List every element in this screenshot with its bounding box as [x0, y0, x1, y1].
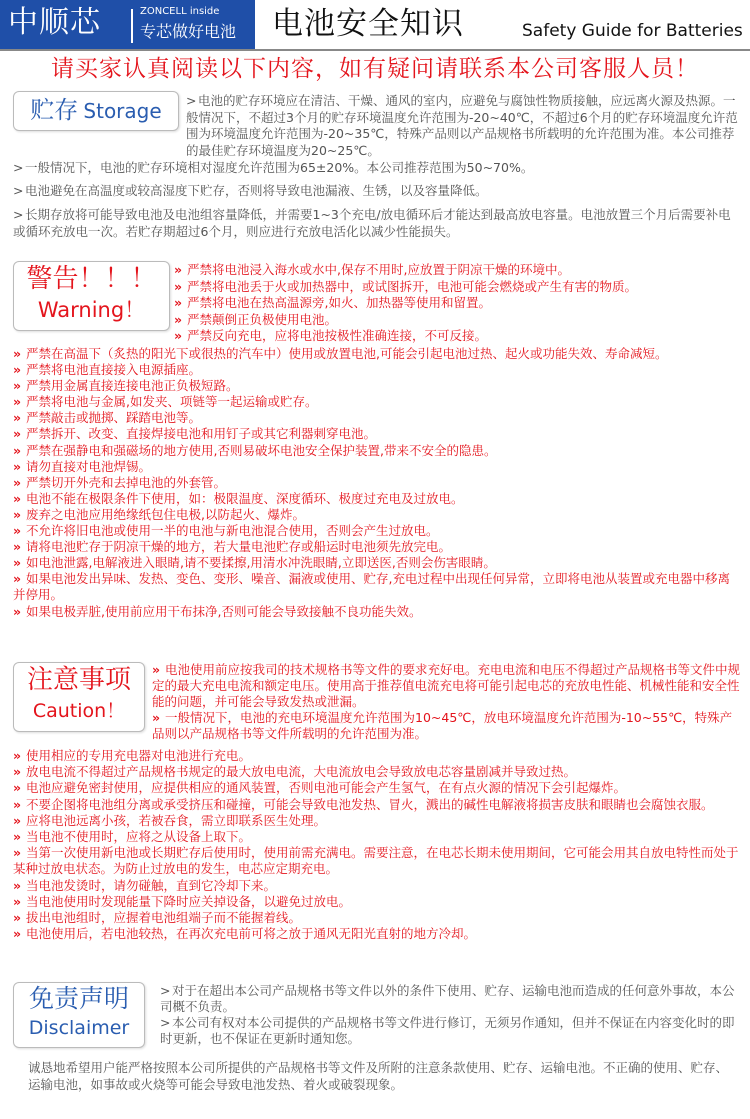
chevron-right-icon: > [13, 183, 24, 198]
storage-item-text: 长期存放将可能导致电池及电池组容量降低，并需要1~3个充电/放电循环后才能达到最高放电容量。电池放置三个月后需要补电或循环充放电一次。若贮存期超过6个月，则应进行充放电活化以减少性能损失。 [13, 207, 731, 239]
warning-label-en: Warning！ [37, 298, 146, 322]
storage-item-text: 电池避免在高温度或较高湿度下贮存，否则将导致电池漏液、生锈，以及容量降低。 [25, 183, 488, 198]
storage-label-en: Storage [83, 99, 162, 123]
caution-item: » 一般情况下，电池的充电环境温度允许范围为10~45℃，放电环境温度允许范围为-10~55℃，特殊产品则以产品规格书等文件所载明的允许范围为准。 [152, 710, 733, 741]
double-chevron-right-icon: » [13, 780, 22, 796]
caution-items-bottom [13, 748, 740, 942]
warning-label [13, 261, 170, 331]
double-chevron-right-icon: » [13, 474, 22, 490]
brand-divider [131, 9, 133, 43]
double-chevron-right-icon: » [13, 877, 22, 893]
warning-item: » 严禁敲击或抛掷、踩踏电池等。 [13, 410, 202, 426]
double-chevron-right-icon: » [13, 845, 22, 861]
storage-item-4 [13, 207, 740, 240]
page-title: 电池安全知识 [272, 6, 464, 42]
double-chevron-right-icon: » [174, 278, 183, 294]
caution-items-top [152, 662, 740, 742]
warning-item: » 严禁颠倒正负极使用电池。 [174, 311, 338, 327]
warning-item: » 如果电池发出异味、发热、变色、变形、噪音、漏液或使用、贮存,充电过程中出现任何异常，立即将电池从装置或充电器中移离并停用。 [13, 571, 730, 603]
warning-item: » 严禁用金属直接连接电池正负极短路。 [13, 378, 239, 394]
buyer-notice: 请买家认真阅读以下内容，如有疑问请联系本公司客服人员！ [51, 56, 699, 82]
chevron-right-icon: > [13, 207, 24, 222]
brand-english-name: ZONCELL inside [140, 6, 220, 17]
warning-item: » 严禁反向充电，应将电池按极性准确连接，不可反接。 [174, 328, 488, 343]
double-chevron-right-icon: » [174, 328, 183, 343]
caution-item: » 当第一次使用新电池或长期贮存后使用时，使用前需充满电。需要注意，在电芯长期未使用期间，它可能会用其自放电特性而处于某种过放电状态。为防止过放电的发生，电芯应定期充电。 [13, 845, 739, 877]
double-chevron-right-icon: » [13, 346, 22, 361]
double-chevron-right-icon: » [13, 539, 22, 555]
disclaimer-label [13, 982, 145, 1048]
double-chevron-right-icon: » [13, 748, 22, 763]
chevron-right-icon: > [160, 1015, 171, 1030]
warning-item: » 严禁将电池与金属,如发夹、项链等一起运输或贮存。 [13, 394, 318, 410]
header-divider [0, 49, 750, 51]
warning-item: » 严禁切开外壳和去掉电池的外套管。 [13, 474, 227, 490]
warning-item: » 严禁在强静电和强磁场的地方使用,否则易破坏电池安全保护装置,带来不安全的隐患。 [13, 442, 497, 458]
disclaimer-item: > 本公司有权对本公司提供的产品规格书等文件进行修订，无须另作通知，但并不保证在内容变化时的即时更新，也不保证在更新时通知您。 [160, 1015, 735, 1046]
warning-item: » 废弃之电池应用绝缘纸包住电极,以防起火、爆炸。 [13, 506, 305, 522]
brand-block [0, 0, 255, 50]
double-chevron-right-icon: » [13, 829, 22, 845]
caution-item: » 当电池不使用时，应将之从设备上取下。 [13, 829, 252, 845]
double-chevron-right-icon: » [13, 490, 22, 506]
double-chevron-right-icon: » [13, 893, 22, 909]
warning-item: » 严禁将电池浸入海水或水中,保存不用时,应放置于阴凉干燥的环境中。 [174, 262, 570, 277]
storage-label-cn: 贮存 [30, 96, 79, 124]
caution-item: » 使用相应的专用充电器对电池进行充电。 [13, 748, 252, 763]
warning-item: » 请勿直接对电池焊锡。 [13, 458, 152, 474]
warning-item: » 严禁将电池丢于火或加热器中，或试图拆开，电池可能会燃烧或产生有害的物质。 [174, 278, 638, 294]
storage-item-text: 电池的贮存环境应在清洁、干燥、通风的室内，应避免与腐蚀性物质接触，应远离火源及热源。一般情况下，不超过3个月的贮存环境温度允许范围为-20~40℃，不超过6个月的贮存环境温度允许范围为环境温度允许范围为-20~35℃，特殊产品则以产品规格书所载明的允许范围为准。本公司推荐的最佳贮存环境温度为20~25℃。 [186, 93, 738, 158]
caution-label-cn: 注意事项 [26, 665, 131, 695]
warning-item: » 如果电极弄脏,使用前应用干布抹净,否则可能会导致接触不良功能失效。 [13, 603, 422, 619]
page-header [0, 0, 750, 50]
storage-item-3 [13, 183, 740, 200]
double-chevron-right-icon: » [13, 378, 22, 394]
storage-item-1 [186, 93, 740, 159]
double-chevron-right-icon: » [13, 910, 22, 926]
warning-item: » 严禁将电池直接接入电源插座。 [13, 362, 202, 378]
double-chevron-right-icon: » [13, 764, 22, 780]
double-chevron-right-icon: » [174, 311, 183, 327]
double-chevron-right-icon: » [13, 796, 22, 812]
double-chevron-right-icon: » [13, 523, 22, 539]
double-chevron-right-icon: » [13, 458, 22, 474]
warning-item: » 严禁在高温下（炙热的阳光下或很热的汽车中）使用或放置电池,可能会引起电池过热、起火或功能失效、寿命减短。 [13, 346, 668, 361]
brand-slogan: 专芯做好电池 [140, 22, 237, 41]
warning-item: » 如电池泄露,电解液进入眼睛,请不要揉擦,用清水冲洗眼睛,立即送医,否则会伤害眼睛。 [13, 555, 496, 571]
caution-item: » 当电池发烫时，请勿碰触，直到它冷却下来。 [13, 877, 277, 893]
double-chevron-right-icon: » [13, 555, 22, 571]
warning-label-cn: 警告！！！ [26, 264, 157, 294]
disclaimer-label-cn: 免责声明 [28, 984, 129, 1013]
warning-item: » 不允许将旧电池或使用一半的电池与新电池混合使用，否则会产生过放电。 [13, 523, 439, 539]
double-chevron-right-icon: » [13, 926, 22, 942]
caution-item: » 电池使用前应按我司的技术规格书等文件的要求充好电。充电电流和电压不得超过产品规格书等文件中规定的最大充电电流和额定电压。使用高于推荐值电流充电将可能引起电芯的充放电性能、机械性能和安全性能的问题，并可能会导致发热或泄漏。 [152, 662, 741, 709]
storage-label [13, 91, 179, 131]
double-chevron-right-icon: » [152, 662, 161, 677]
disclaimer-label-en: Disclaimer [28, 1017, 130, 1039]
caution-item: » 不要企图将电池组分离或承受挤压和碰撞，可能会导致电池发热、冒火，溅出的碱性电解液将损害皮肤和眼睛也会腐蚀衣服。 [13, 796, 714, 812]
brand-logo-text: 中顺芯 [8, 5, 101, 40]
storage-item-text: 一般情况下，电池的贮存环境相对湿度允许范围为65±20%。本公司推荐范围为50~70%。 [25, 160, 534, 175]
double-chevron-right-icon: » [13, 812, 22, 828]
caution-item: » 电池应避免密封使用，应提供相应的通风装置，否则电池可能会产生氢气，在有点火源的情况下会引起爆炸。 [13, 780, 627, 796]
double-chevron-right-icon: » [13, 603, 22, 619]
double-chevron-right-icon: » [13, 410, 22, 426]
double-chevron-right-icon: » [152, 710, 161, 725]
double-chevron-right-icon: » [13, 394, 22, 410]
caution-label-en: Caution！ [32, 700, 126, 722]
disclaimer-closing: 诚恳地希望用户能严格按照本公司所提供的产品规格书等文件及所附的注意条款使用、贮存、运输电池。不正确的使用、贮存、运输电池，如事故或火烧等可能会导致电池发热、着火或破裂现象。 [28, 1060, 729, 1092]
warning-items-top [174, 262, 740, 345]
caution-label [13, 662, 145, 732]
disclaimer-item: > 对于在超出本公司产品规格书等文件以外的条件下使用、贮存、运输电池而造成的任何意外事故，本公司概不负责。 [160, 983, 735, 1014]
warning-item: » 严禁将电池在热高温源旁,如火、加热器等使用和留置。 [174, 295, 491, 310]
double-chevron-right-icon: » [13, 506, 22, 522]
double-chevron-right-icon: » [13, 571, 22, 587]
page-subtitle: Safety Guide for Batteries [522, 21, 743, 41]
storage-item-2 [13, 160, 740, 177]
caution-item: » 应将电池远离小孩，若被吞食，需立即联系医生处理。 [13, 812, 327, 828]
double-chevron-right-icon: » [13, 442, 22, 458]
caution-item: » 当电池使用时发现能量下降时应关掉设备，以避免过放电。 [13, 893, 352, 909]
disclaimer-items [160, 983, 740, 1047]
double-chevron-right-icon: » [13, 362, 22, 378]
warning-item: » 严禁拆开、改变、直接焊接电池和用钉子或其它利器刺穿电池。 [13, 426, 377, 442]
chevron-right-icon: > [13, 160, 24, 175]
double-chevron-right-icon: » [174, 262, 183, 277]
warning-item: » 电池不能在极限条件下使用，如：极限温度、深度循环、极度过充电及过放电。 [13, 490, 464, 506]
caution-item: » 放电电流不得超过产品规格书规定的最大放电电流，大电流放电会导致放电芯容量剧减并导致过热。 [13, 764, 577, 780]
warning-items-bottom [13, 346, 740, 620]
double-chevron-right-icon: » [13, 426, 22, 442]
double-chevron-right-icon: » [174, 295, 183, 310]
chevron-right-icon: > [186, 93, 197, 108]
caution-item: » 电池使用后，若电池较热，在再次充电前可将之放于通风无阳光直射的地方冷却。 [13, 926, 477, 942]
chevron-right-icon: > [160, 983, 171, 998]
warning-item: » 请将电池贮存于阴凉干燥的地方，若大量电池贮存或船运时电池须先放完电。 [13, 539, 452, 555]
caution-item: » 拔出电池组时，应握着电池组端子而不能握着线。 [13, 910, 302, 926]
